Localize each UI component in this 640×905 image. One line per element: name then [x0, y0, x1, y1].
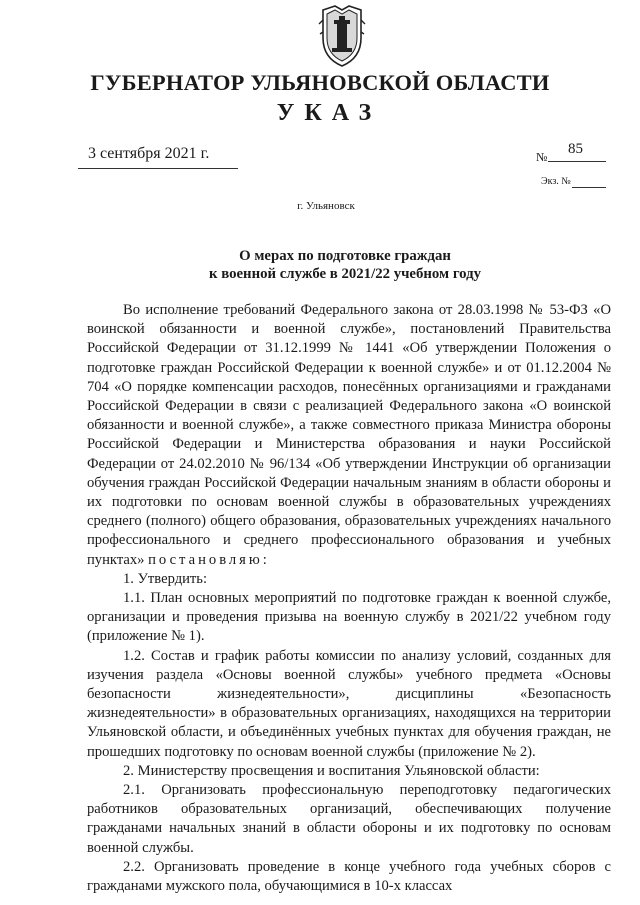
heading-line-2: к военной службе в 2021/22 учебном году — [208, 266, 482, 282]
date-underline — [78, 168, 238, 169]
item-1-2: 1.2. Состав и график работы комиссии по анализу условий, созданных для изучения раздела «Основы военной службы» учебного предмета «Основы безопасности жизнедеятельности», дисциплины «Безопасность жизнедеятельности» в образовательных организациях, находящихся на территории Ульяновской области, и объединённых учебных пунктах для обучения граждан, не прошедших подготовку по основам военной службы (приложение № 2). — [87, 647, 611, 760]
authority-title: ГУБЕРНАТОР УЛЬЯНОВСКОЙ ОБЛАСТИ — [90, 70, 550, 95]
coat-of-arms-emblem — [317, 4, 367, 70]
preamble-text: Во исполнение требований Федерального закона от 28.03.1998 № 53-ФЗ «О воинской обязанности и военной службе», постановлений Правительства Российской Федерации от 31.12.1999 № 1441 «Об утверждении Положения о подготовке граждан Российской Федерации к военной службе» и от 01.12.2004 № 704 «О порядке компенсации расходов, понесённых организациями и гражданами Российской Федерации в связи с реализацией Федерального закона «О воинской обязанности и военной службе», а также совместного приказа Министра обороны Российской Федерации и Министерства образования и науки Российской Федерации от 24.02.2010 № 96/134 «Об утверждении Инструкции об организации обучения граждан Российской Федерации начальным знаниям в области обороны и их подготовки по основам военной службы в образовательных учреждениях среднего (полного) общего образования, образовательных учреждениях начального профессионального и среднего профессионального образования и учебных пунктах» — [87, 302, 611, 568]
decree-number: 85 — [568, 141, 583, 157]
city-name: г. Ульяновск — [297, 200, 355, 212]
preamble-paragraph — [87, 301, 611, 570]
decree-word: постановляю: — [148, 551, 270, 568]
copy-number-label: Экз. № — [541, 176, 571, 187]
document-body — [87, 301, 611, 896]
item-2-2: 2.2. Организовать проведение в конце учебного года учебных сборов с гражданами мужского пола, обучающимися в 10-х классах — [87, 858, 611, 895]
heading-line-1: О мерах по подготовке граждан — [239, 248, 451, 264]
copy-number-underline — [572, 187, 606, 188]
decree-date: 3 сентября 2021 г. — [88, 145, 210, 162]
item-2: 2. Министерству просвещения и воспитания Ульяновской области: — [123, 762, 540, 779]
document-type-title: УКАЗ — [276, 100, 382, 126]
item-1-1: 1.1. План основных мероприятий по подготовке граждан к военной службе, организации и проведения призыва на военную службу в 2021/22 учебном году (приложение № 1). — [87, 590, 611, 645]
item-2-1: 2.1. Организовать профессиональную переподготовку педагогических работников образовательных организаций, обеспечивающих получение гражданами начальных знаний в области обороны и их подготовку по основам военной службы. — [87, 782, 611, 856]
document-heading — [100, 247, 590, 283]
number-underline — [548, 161, 606, 162]
item-1: 1. Утвердить: — [123, 570, 208, 587]
number-label: № — [536, 150, 548, 164]
